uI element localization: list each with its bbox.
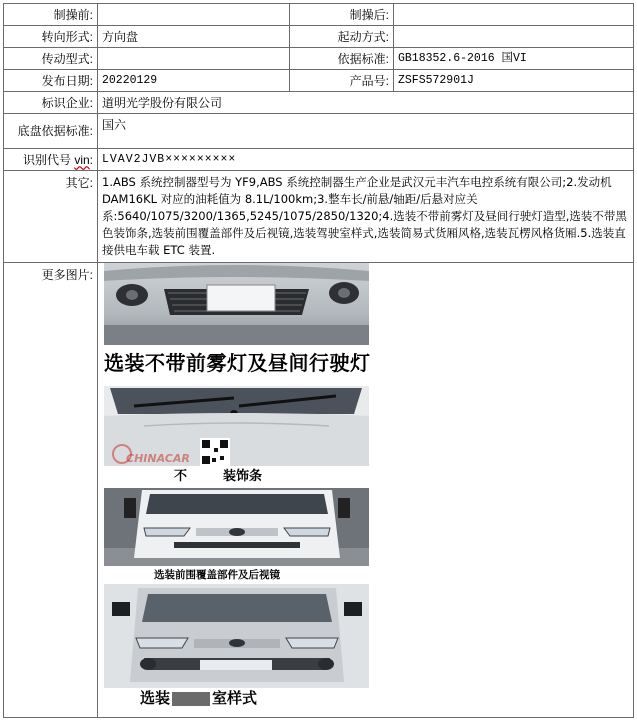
caption-2-part-a: 不 <box>174 469 188 484</box>
row-chassis <box>4 114 634 149</box>
label-vin-underlined: vin <box>74 152 90 167</box>
value-more-images <box>98 263 634 718</box>
label-date: 发布日期: <box>4 70 98 92</box>
label-before: 制操前: <box>4 4 98 26</box>
caption-1: 选装不带前雾灯及昼间行驶灯 <box>104 345 369 381</box>
label-more-images: 更多图片: <box>4 263 98 718</box>
label-product: 产品号: <box>290 70 394 92</box>
caption-2 <box>104 452 369 488</box>
full-cab-image <box>104 584 369 688</box>
value-product: ZSFS572901J <box>394 70 634 92</box>
row-before-after <box>4 4 634 26</box>
value-vin: LVAV2JVB××××××××× <box>98 149 634 171</box>
front-bumper-image <box>104 263 369 345</box>
row-company <box>4 92 634 114</box>
watermark-text-1: CHINACAR <box>126 452 190 465</box>
row-steering-start <box>4 26 634 48</box>
value-other: 1.ABS 系统控制器型号为 YF9,ABS 系统控制器生产企业是武汉元丰汽车电控系统有限公司;2.发动机 DAM16KL 对应的油耗值为 8.1L/100km;3.整车长/前悬/轴距/后悬对应关系:5640/1075/3200/1365,5245/1075/2850/1320;4.选装不带前雾灯及昼间行驶灯造型,选装不带黑色装饰条,选装前围覆盖部件及后视镜,选装驾驶室样式,选装简易式货厢风格,选装瓦楞风格货厢.5.选装直接供电车载 ETC 装置. <box>98 171 634 263</box>
label-chassis: 底盘依据标准: <box>4 114 98 149</box>
value-before <box>98 4 290 26</box>
row-more-images <box>4 263 634 718</box>
label-other: 其它: <box>4 171 98 263</box>
caption-3-text: 选装前围覆盖部件及后视镜 <box>154 569 280 581</box>
value-chassis: 国六 <box>98 114 634 149</box>
value-after <box>394 4 634 26</box>
caption-4-part-a: 选装 <box>140 689 171 707</box>
value-date: 20220129 <box>98 70 290 92</box>
value-standard: GB18352.6-2016 国VI <box>394 48 634 70</box>
caption-2-part-b: 装饰条 <box>223 469 263 484</box>
front-cab-image <box>104 488 369 566</box>
value-steering: 方向盘 <box>98 26 290 48</box>
row-vin <box>4 149 634 171</box>
vehicle-spec-table <box>3 3 634 718</box>
label-vin-suffix: : <box>89 152 93 167</box>
label-vin <box>4 149 98 171</box>
label-start: 起动方式: <box>290 26 394 48</box>
photo-full-cab <box>104 584 369 688</box>
value-start <box>394 26 634 48</box>
photo-stack <box>104 263 369 708</box>
caption-4-part-b: 室样式 <box>212 689 258 707</box>
row-other <box>4 171 634 263</box>
caption-3 <box>104 566 369 584</box>
label-after: 制操后: <box>290 4 394 26</box>
photo-front-bumper <box>104 263 369 345</box>
label-company: 标识企业: <box>4 92 98 114</box>
label-steering: 转向形式: <box>4 26 98 48</box>
photo-front-cab <box>104 488 369 566</box>
label-drive: 传动型式: <box>4 48 98 70</box>
value-drive <box>98 48 290 70</box>
label-standard: 依据标准: <box>290 48 394 70</box>
caption-4 <box>104 688 369 708</box>
qr-overlay-icon <box>172 692 210 706</box>
row-drive-standard <box>4 48 634 70</box>
value-company: 道明光学股份有限公司 <box>98 92 634 114</box>
row-date-product <box>4 70 634 92</box>
label-vin-prefix: 识别代号 <box>22 152 75 167</box>
